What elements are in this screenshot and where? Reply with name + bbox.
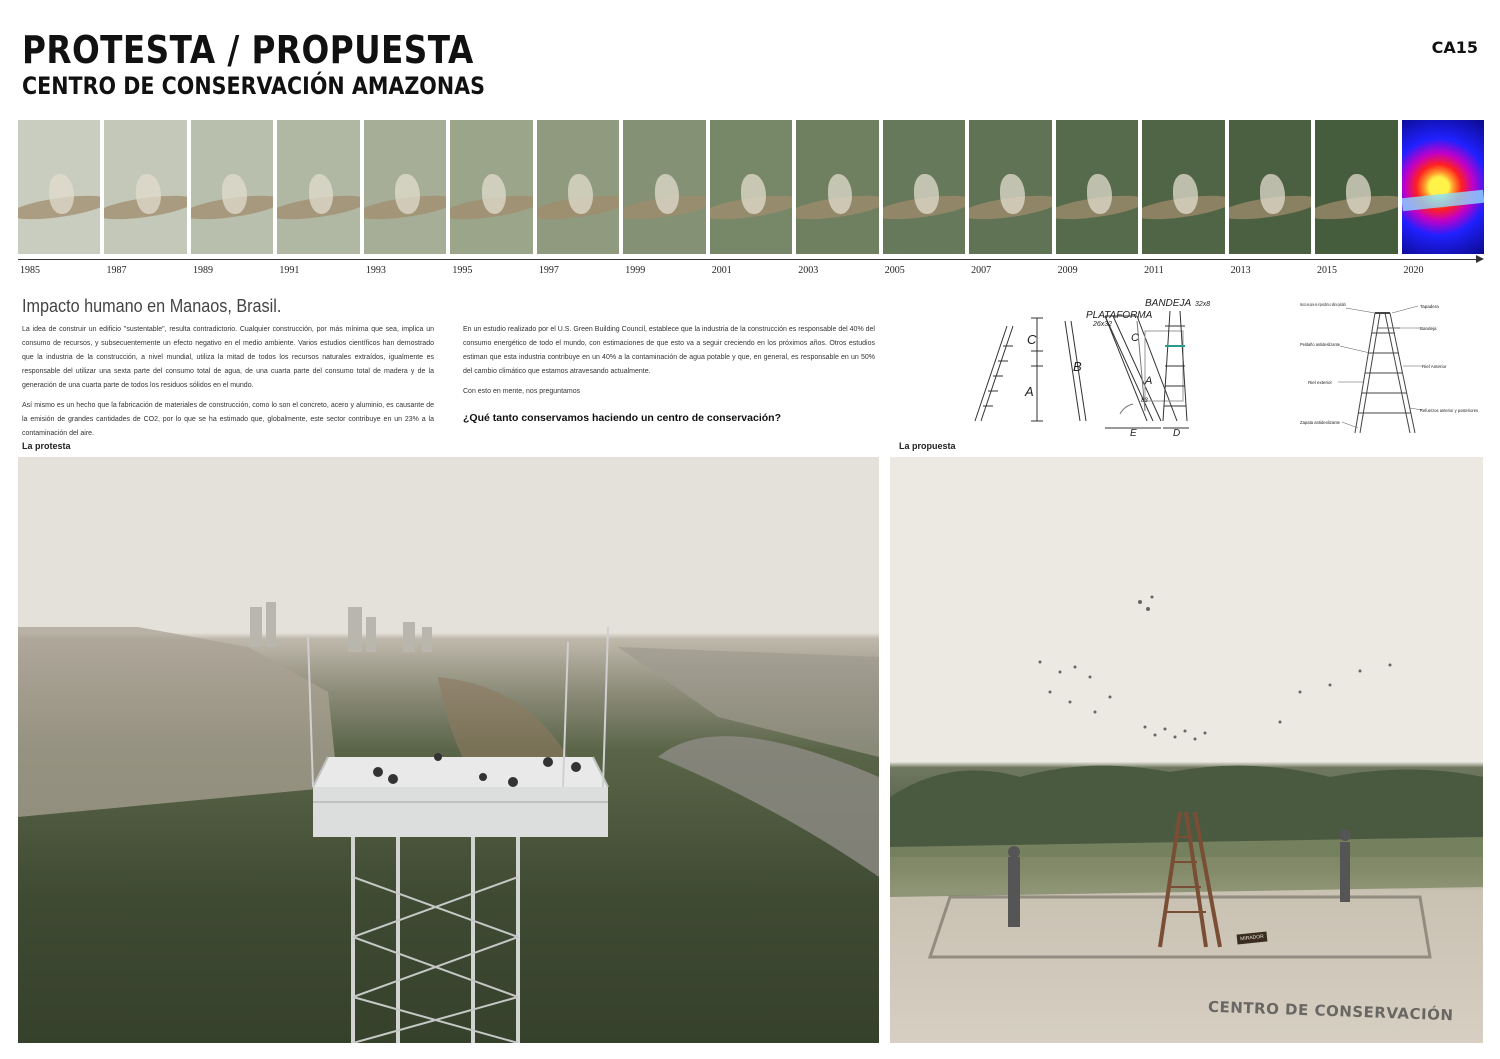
- part-label-zapata: Zapata antideslizante: [1300, 420, 1341, 425]
- bandeja-size: 32x8: [1195, 301, 1211, 308]
- page-title: PROTESTA / PROPUESTA: [22, 28, 474, 72]
- part-label-riel-exterior: Riel exterior: [1308, 380, 1333, 385]
- photo-label-protesta: La protesta: [22, 441, 71, 451]
- satellite-frame: [1315, 120, 1397, 254]
- timeline-arrow-icon: [1476, 255, 1484, 263]
- sheet-code: CA15: [1431, 38, 1478, 57]
- satellite-frame: [364, 120, 446, 254]
- page-subtitle: CENTRO DE CONSERVACIÓN AMAZONAS: [22, 72, 485, 100]
- dim-label-a: A: [1025, 384, 1034, 399]
- paragraph: Con esto en mente, nos preguntamos: [463, 388, 581, 395]
- year-label: 1993: [365, 265, 386, 276]
- angle-label: 83: [1141, 398, 1148, 404]
- year-label: 1991: [279, 265, 300, 276]
- satellite-frame: [191, 120, 273, 254]
- year-label: 2011: [1144, 265, 1164, 276]
- satellite-frame: [796, 120, 878, 254]
- dim-label-e: E: [1130, 428, 1137, 436]
- year-label: 1987: [106, 265, 127, 276]
- dim-label-c2: C: [1131, 332, 1139, 344]
- paragraph: Así mismo es un hecho que la fabricación de materiales de construcción, como lo son el concreto, acero y aluminio, es causante de la emisión de grandes cantidades de CO2, por lo que se ha estimado que, globalmente, este sector contribuye en un 23% a la contaminación del aire.: [22, 402, 434, 437]
- satellite-frame: [277, 120, 359, 254]
- year-label: 1997: [538, 265, 559, 276]
- year-label: 2005: [884, 265, 905, 276]
- timeline-axis: [18, 259, 1480, 260]
- year-label: 2015: [1317, 265, 1338, 276]
- year-label: 2009: [1057, 265, 1078, 276]
- part-label-riel-anterior: Riel Anterior: [1422, 364, 1447, 369]
- satellite-frame: [623, 120, 705, 254]
- dim-label-d: D: [1173, 428, 1181, 436]
- text-column-2: [463, 323, 875, 405]
- satellite-frame: [969, 120, 1051, 254]
- part-label-nunca: Nunca se pare en el penúltimo o último peldaño: [1300, 302, 1347, 307]
- plataforma-label: PLATAFORMA: [1086, 310, 1153, 321]
- satellite-frame: [104, 120, 186, 254]
- part-label-bandeja: Bandeja: [1420, 326, 1437, 331]
- year-label: 1995: [452, 265, 473, 276]
- year-label: 1999: [625, 265, 646, 276]
- dim-label-b: B: [1073, 359, 1082, 374]
- part-label-peldano: Peldaño antideslizante: [1300, 342, 1341, 347]
- satellite-frame: [1229, 120, 1311, 254]
- part-label-refuerzos: Refuerzos anterior y posteriores: [1420, 408, 1479, 413]
- ground-inscription: CENTRO DE CONSERVACIÓN: [1207, 997, 1454, 1025]
- key-question: ¿Qué tanto conservamos haciendo un centro de conservación?: [463, 412, 781, 424]
- year-label: 2003: [798, 265, 819, 276]
- satellite-frame: [1142, 120, 1224, 254]
- heatmap-frame: [1402, 120, 1484, 254]
- mirador-sign: MIRADOR: [1237, 931, 1268, 944]
- satellite-frame: [883, 120, 965, 254]
- year-label: 1985: [20, 265, 40, 276]
- satellite-timeline-strip: [18, 120, 1484, 254]
- satellite-frame: [1056, 120, 1138, 254]
- satellite-frame: [537, 120, 619, 254]
- satellite-frame: [710, 120, 792, 254]
- satellite-frame: [450, 120, 532, 254]
- bandeja-label: BANDEJA: [1145, 298, 1192, 309]
- photo-label-propuesta: La propuesta: [899, 441, 956, 451]
- ladder-dimension-diagram: [965, 296, 1235, 436]
- dim-label-a2: A: [1145, 375, 1153, 387]
- paragraph: En un estudio realizado por el U.S. Green Building Council, establece que la industria de la construcción es responsable del 40% del consumo energético de todo el mundo, con estimaciones de que esto va a seguir creciendo en los próximos años. Otros estudios estiman que esta industria contribuye en un 40% a la contaminación de agua potable y que, en general, es responsable en un 50% del cambio climático que estamos atravesando actualmente.: [463, 326, 875, 375]
- year-label: 1989: [192, 265, 213, 276]
- text-column-1: [22, 323, 434, 447]
- year-label: 2007: [971, 265, 992, 276]
- protest-photo: [18, 457, 879, 1043]
- part-label-tapadera: Tapadera: [1420, 304, 1439, 309]
- tower-illustration: [18, 457, 879, 1043]
- year-label: 2013: [1230, 265, 1251, 276]
- year-label: 2001: [711, 265, 732, 276]
- ladder-proposal-illustration: [890, 457, 1483, 1043]
- timeline-years: [18, 265, 1484, 276]
- year-label: 2020: [1403, 265, 1424, 276]
- section-title: Impacto humano en Manaos, Brasil.: [22, 296, 282, 316]
- plataforma-size: 26x32: [1093, 321, 1113, 328]
- dim-label-c: C: [1027, 332, 1037, 347]
- ladder-parts-diagram: [1300, 298, 1480, 438]
- paragraph: La idea de construir un edificio "sustentable", resulta contradictorio. Cualquier construcción, por más mínima que sea, implica un consumo de recursos, y subsecuentemente un efecto negativo en el medio ambiente. Varios estudios científicos han demostrado que la industria de la construcción, a nivel mundial, utiliza la mitad de todos los recursos naturales extraídos, igualmente es responsable del utilizar una sexta parte del consumo total de agua, de una cuarta parte del consumo total de madera y de la generación de una cuarta parte de todos los residuos sólidos en el mundo.: [22, 326, 434, 389]
- proposal-photo: [890, 457, 1483, 1043]
- satellite-frame: [18, 120, 100, 254]
